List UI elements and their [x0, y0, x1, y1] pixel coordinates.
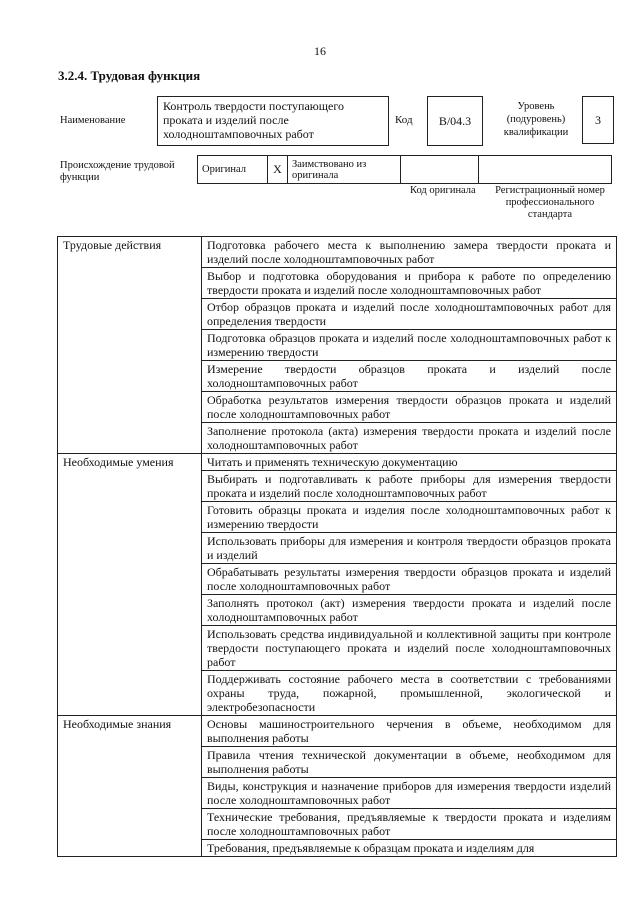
item-cell: Технические требования, предъявляемые к твердости проката и изделиям после холодноштамповочных работ	[202, 809, 617, 840]
code-label: Код	[395, 114, 413, 126]
item-cell: Виды, конструкция и назначение приборов для измерения твердости изделий после холодноштамповочных работ	[202, 778, 617, 809]
page-number: 16	[314, 44, 326, 58]
origin-reg-cell	[479, 156, 612, 184]
item-cell: Читать и применять техническую документацию	[202, 454, 617, 471]
category-cell: Трудовые действия	[58, 237, 202, 454]
origin-reg-caption: Регистрационный номер профессионального стандарта	[495, 185, 605, 220]
qualification-level: 3	[582, 96, 614, 144]
function-table	[57, 236, 617, 857]
item-cell: Использовать средства индивидуальной и коллективной защиты при контроле твердости поступающего проката и изделий после холодноштамповочных работ	[202, 626, 617, 671]
origin-borrowed: Заимствовано из оригинала	[288, 156, 401, 184]
item-cell: Использовать приборы для измерения и контроля твердости образцов проката и изделий	[202, 533, 617, 564]
section-title: 3.2.4. Трудовая функция	[58, 68, 201, 83]
item-cell: Поддерживать состояние рабочего места в соответствии с требованиями охраны труда, пожарной, промышленной, экологической и электробезопасности	[202, 671, 617, 716]
item-cell: Подготовка образцов проката и изделий после холодноштамповочных работ к измерению твердости	[202, 330, 617, 361]
item-cell: Основы машиностроительного черчения в объеме, необходимом для выполнения работы	[202, 716, 617, 747]
item-cell: Заполнение протокола (акта) измерения твердости проката и изделий после холодноштамповочных работ	[202, 423, 617, 454]
item-cell: Обрабатывать результаты измерения твердости образцов проката и изделий после холодноштамповочных работ	[202, 564, 617, 595]
item-cell: Измерение твердости образцов проката и изделий после холодноштамповочных работ	[202, 361, 617, 392]
table-row	[58, 237, 617, 268]
origin-label: Происхождение трудовой функции	[60, 160, 175, 183]
item-cell: Выбор и подготовка оборудования и прибора к работе по определению твердости проката и изделий после холодноштамповочных работ	[202, 268, 617, 299]
item-cell: Отбор образцов проката и изделий после холодноштамповочных работ для определения твердости	[202, 299, 617, 330]
origin-code-cell	[401, 156, 479, 184]
category-cell: Необходимые знания	[58, 716, 202, 857]
item-cell: Готовить образцы проката и изделия после холодноштамповочных работ к измерению твердости	[202, 502, 617, 533]
function-code: B/04.3	[427, 96, 483, 146]
item-cell: Правила чтения технической документации в объеме, необходимом для выполнения работы	[202, 747, 617, 778]
origin-mark: X	[268, 156, 288, 184]
function-name: Контроль твердости поступающего проката и изделий после холодноштамповочных работ	[157, 96, 389, 146]
qualification-level-label: Уровень (подуровень) квалификации	[503, 101, 569, 138]
category-cell: Необходимые умения	[58, 454, 202, 716]
table-row	[58, 716, 617, 747]
table-row	[58, 454, 617, 471]
origin-original: Оригинал	[198, 156, 268, 184]
origin-code-caption: Код оригинала	[410, 185, 476, 196]
origin-table	[197, 155, 612, 184]
item-cell: Заполнять протокол (акт) измерения твердости проката и изделий после холодноштамповочных работ	[202, 595, 617, 626]
item-cell: Обработка результатов измерения твердости образцов проката и изделий после холодноштамповочных работ	[202, 392, 617, 423]
item-cell: Выбирать и подготавливать к работе приборы для измерения твердости проката и изделий после холодноштамповочных работ	[202, 471, 617, 502]
name-label: Наименование	[60, 115, 126, 126]
item-cell: Требования, предъявляемые к образцам проката и изделиям для	[202, 840, 617, 857]
item-cell: Подготовка рабочего места к выполнению замера твердости проката и изделий после холодноштамповочных работ	[202, 237, 617, 268]
